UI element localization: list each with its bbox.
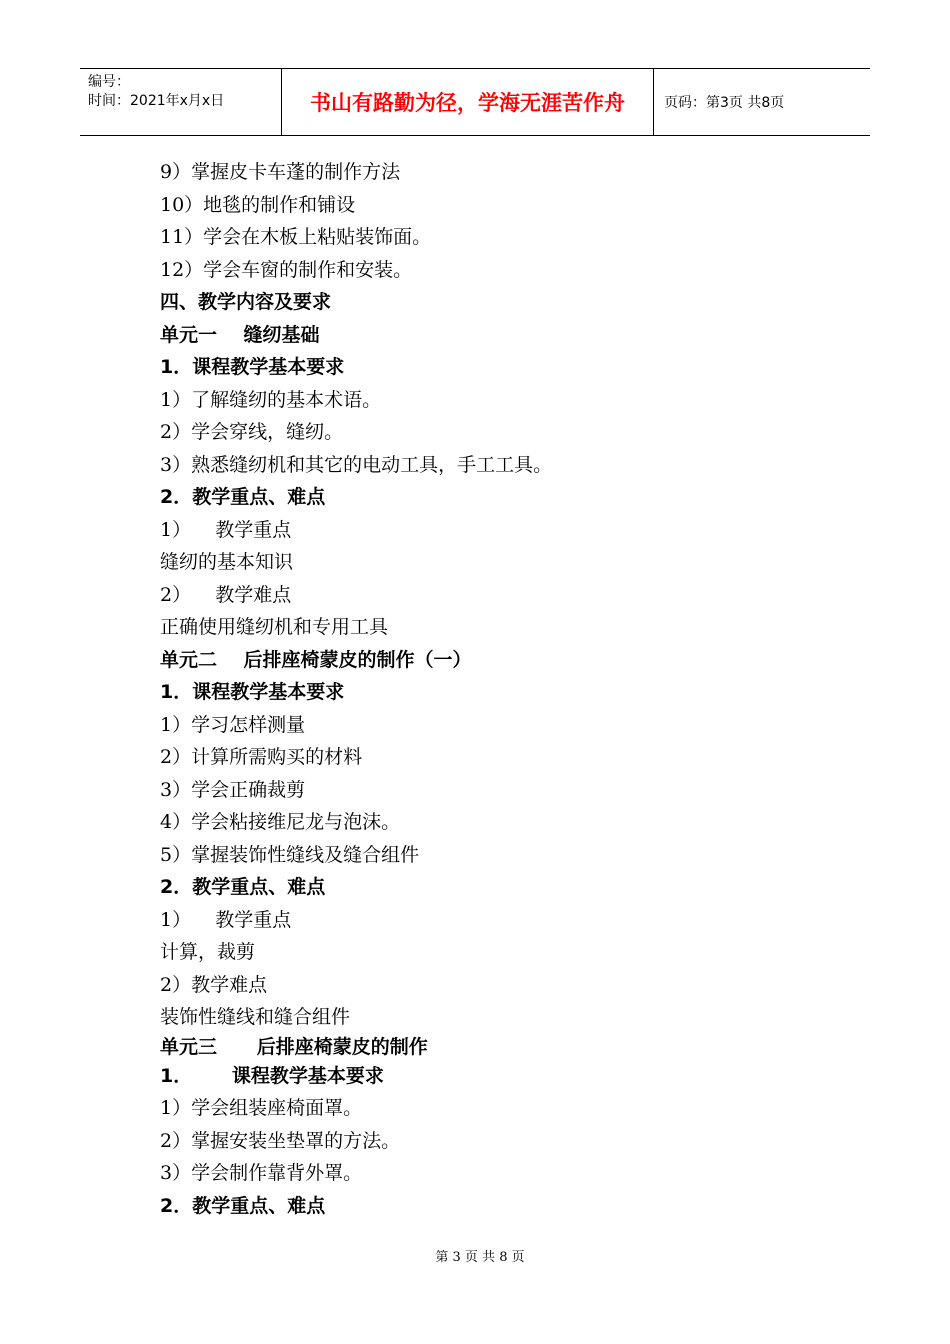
paragraph: 计算，裁剪 [160, 941, 256, 963]
unit-heading: 单元三 后排座椅蒙皮的制作 [160, 1035, 428, 1058]
section-heading: 四、教学内容及要求 [160, 291, 332, 313]
list-item: 5）掌握装饰性缝线及缝合组件 [160, 843, 420, 866]
header-meta [80, 69, 282, 135]
list-item: 4）学会粘接维尼龙与泡沫。 [160, 811, 401, 833]
subsection-heading: 2．教学重点、难点 [160, 876, 326, 898]
header-motto: 书山有路勤为径，学海无涯苦作舟 [282, 69, 654, 135]
list-item: 9）掌握皮卡车蓬的制作方法 [160, 161, 401, 183]
paragraph: 缝纫的基本知识 [160, 551, 294, 573]
document-date: 时间：2021年x月x日 [88, 93, 225, 109]
document-number-label: 编号： [88, 74, 130, 90]
list-item: 3）学会制作靠背外罩。 [160, 1162, 363, 1184]
page-header [80, 68, 870, 136]
paragraph: 装饰性缝线和缝合组件 [160, 1006, 351, 1028]
list-item: 10）地毯的制作和铺设 [160, 193, 356, 216]
document-body [160, 156, 860, 1222]
page-footer: 第 3 页 共 8 页 [435, 1250, 525, 1265]
unit-heading: 单元二 后排座椅蒙皮的制作（一） [160, 648, 472, 671]
list-item: 2）计算所需购买的材料 [160, 746, 363, 768]
list-item: 2）掌握安装坐垫罩的方法。 [160, 1129, 401, 1152]
list-item: 1） 教学重点 [160, 908, 292, 931]
list-item: 1）学习怎样测量 [160, 713, 306, 736]
unit-heading: 单元一 缝纫基础 [160, 323, 320, 346]
list-item: 12）学会车窗的制作和安装。 [160, 258, 413, 281]
list-item: 3）学会正确裁剪 [160, 778, 306, 801]
subsection-heading: 2．教学重点、难点 [160, 1194, 326, 1217]
subsection-heading: 1．课程教学基本要求 [160, 356, 345, 378]
header-page-info: 页码：第3页 共8页 [664, 95, 785, 111]
subsection-heading: 1．课程教学基本要求 [160, 681, 345, 703]
list-item: 2）教学难点 [160, 973, 268, 996]
list-item: 2）学会穿线，缝纫。 [160, 421, 344, 443]
list-item: 2） 教学难点 [160, 583, 292, 606]
subsection-heading: 2．教学重点、难点 [160, 486, 326, 508]
paragraph: 正确使用缝纫机和专用工具 [160, 616, 389, 638]
list-item: 11）学会在木板上粘贴装饰面。 [160, 226, 432, 248]
list-item: 1）了解缝纫的基本术语。 [160, 388, 382, 411]
list-item: 3）熟悉缝纫机和其它的电动工具，手工工具。 [160, 453, 553, 476]
subsection-heading: 1． 课程教学基本要求 [160, 1064, 384, 1087]
list-item: 1） 教学重点 [160, 518, 292, 541]
list-item: 1）学会组装座椅面罩。 [160, 1097, 363, 1119]
